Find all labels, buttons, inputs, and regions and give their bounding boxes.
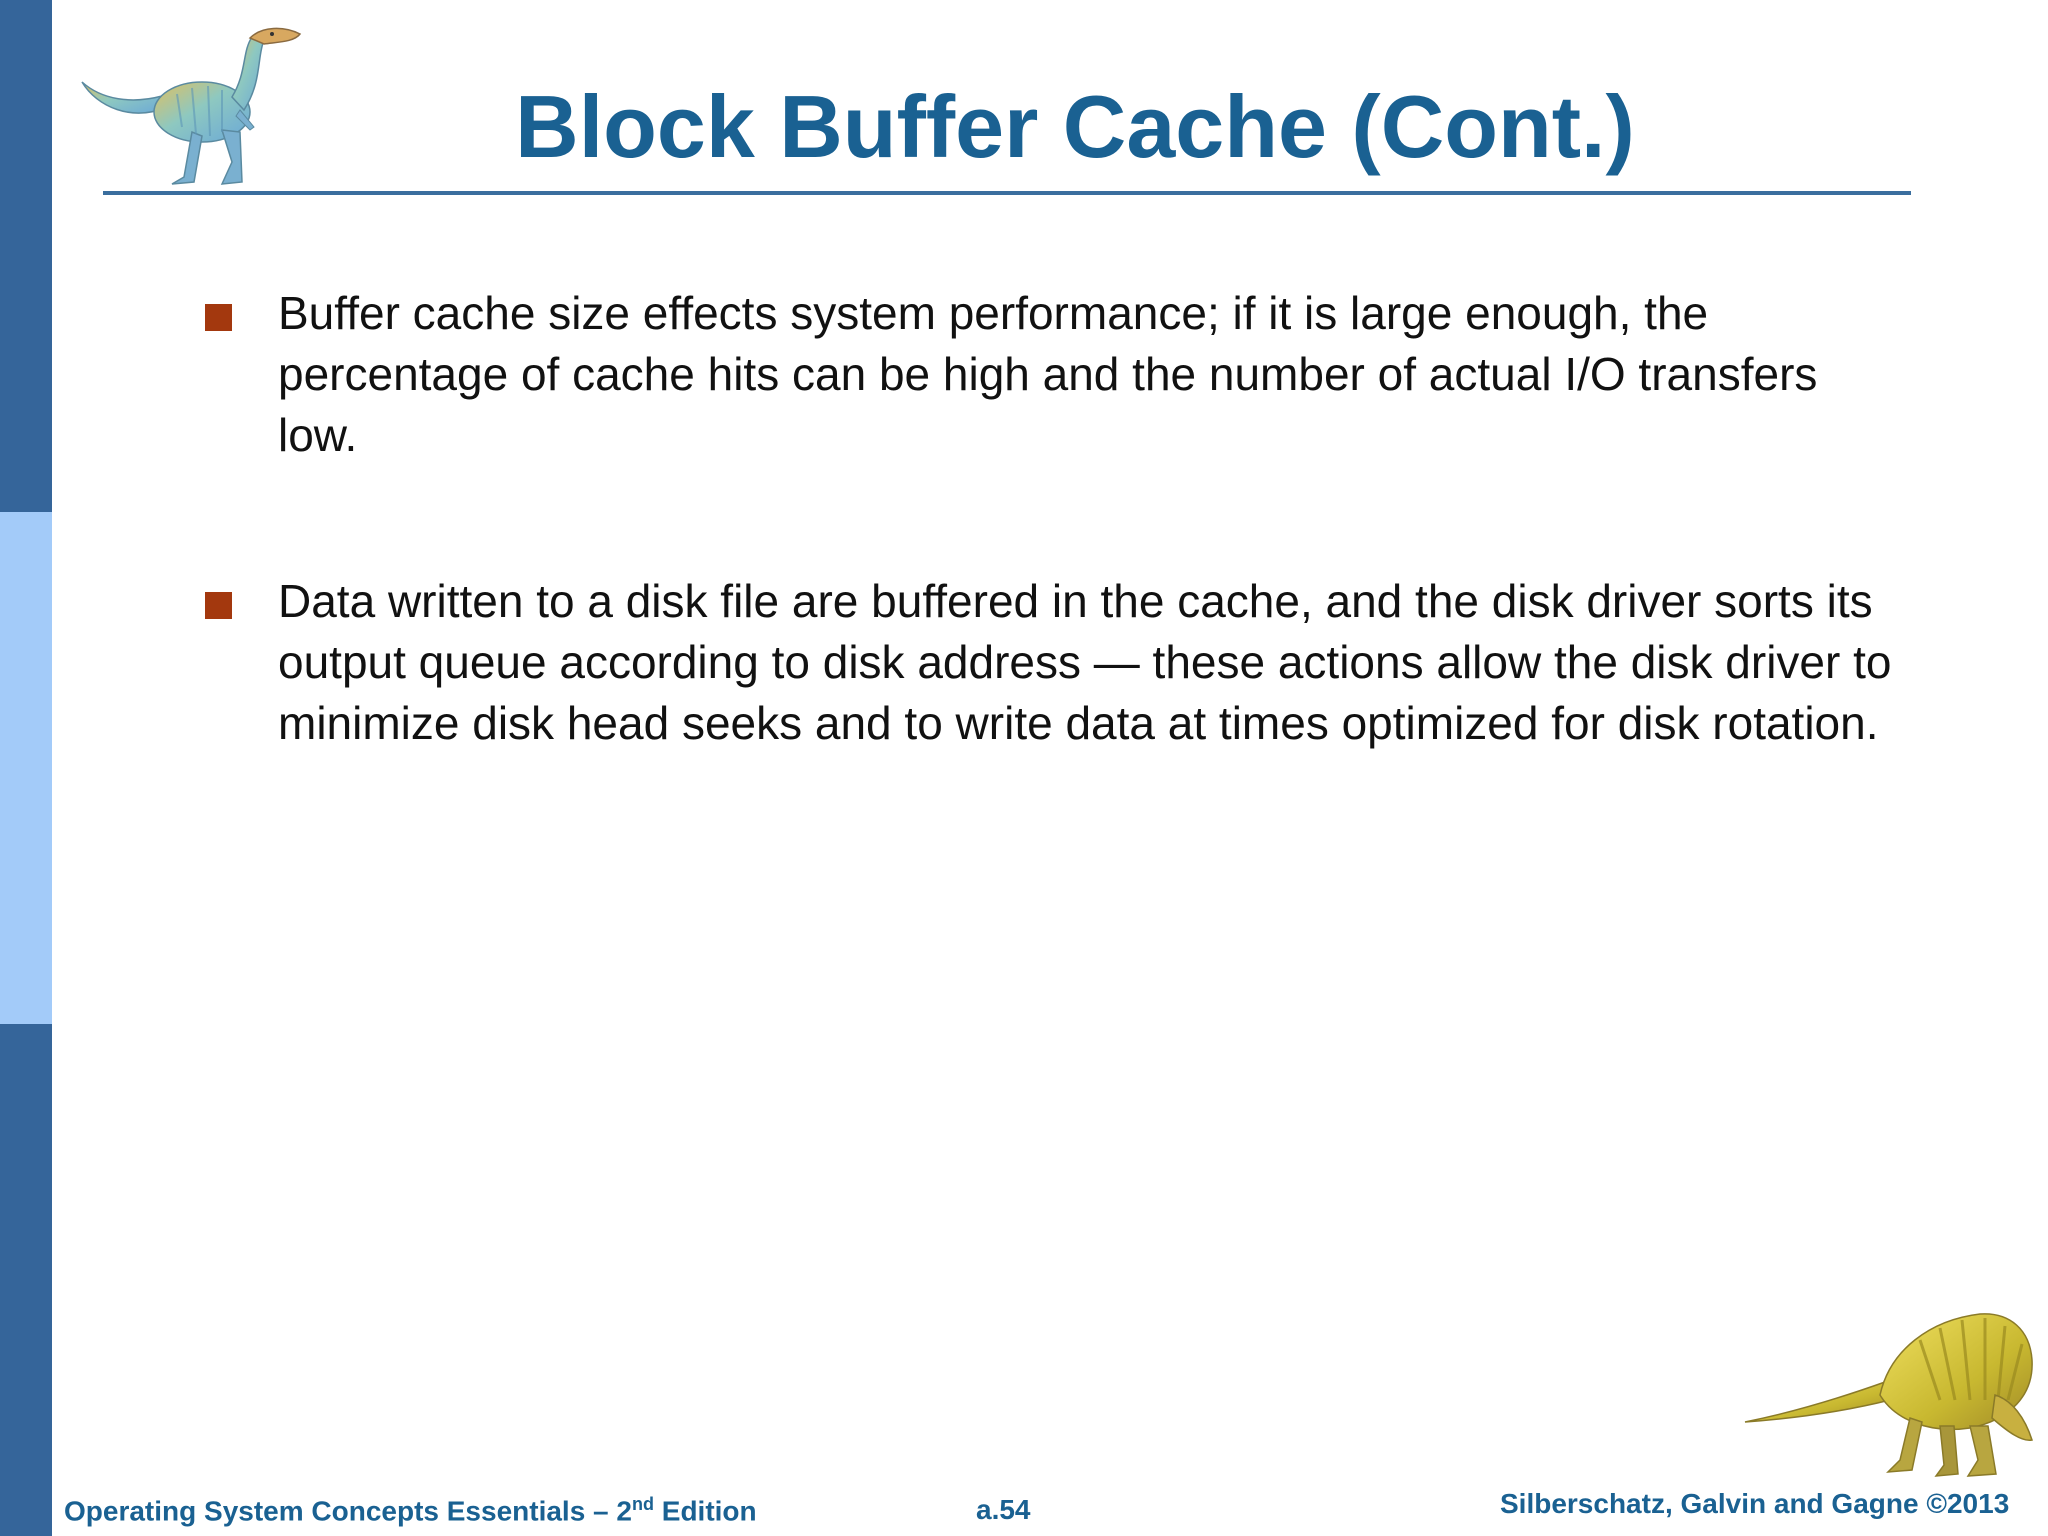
side-band-top xyxy=(0,0,52,512)
bullet-list xyxy=(200,283,1900,754)
footer-edition-superscript: nd xyxy=(631,1494,654,1514)
square-bullet-icon xyxy=(205,592,232,619)
bullet-text: Data written to a disk file are buffered in the cache, and the disk driver sorts its output queue according to disk address — these actions allow the disk driver to minimize disk head seeks and to write data at times optimized for disk rotation. xyxy=(278,575,1892,749)
bullet-item xyxy=(200,571,1900,754)
side-band-bottom xyxy=(0,1024,52,1536)
square-bullet-icon xyxy=(205,304,232,331)
dinosaur-bottom-icon xyxy=(1740,1300,2040,1490)
footer-page-number: a.54 xyxy=(976,1494,1031,1525)
bullet-item xyxy=(200,283,1900,466)
slide-title: Block Buffer Cache (Cont.) xyxy=(515,77,1635,176)
footer-edition-word: Edition xyxy=(653,1495,757,1527)
footer-book-title xyxy=(64,1494,757,1527)
bullet-text: Buffer cache size effects system performance; if it is large enough, the percentage of cache hits can be high and the number of actual I/O transfers low. xyxy=(278,287,1818,461)
footer-book-title-text: Operating System Concepts Essentials – 2 xyxy=(64,1495,632,1527)
side-band-middle xyxy=(0,512,52,1024)
title-underline xyxy=(103,191,1911,195)
dinosaur-top-icon xyxy=(72,12,322,192)
footer-copyright: Silberschatz, Galvin and Gagne ©2013 xyxy=(1500,1488,2010,1519)
